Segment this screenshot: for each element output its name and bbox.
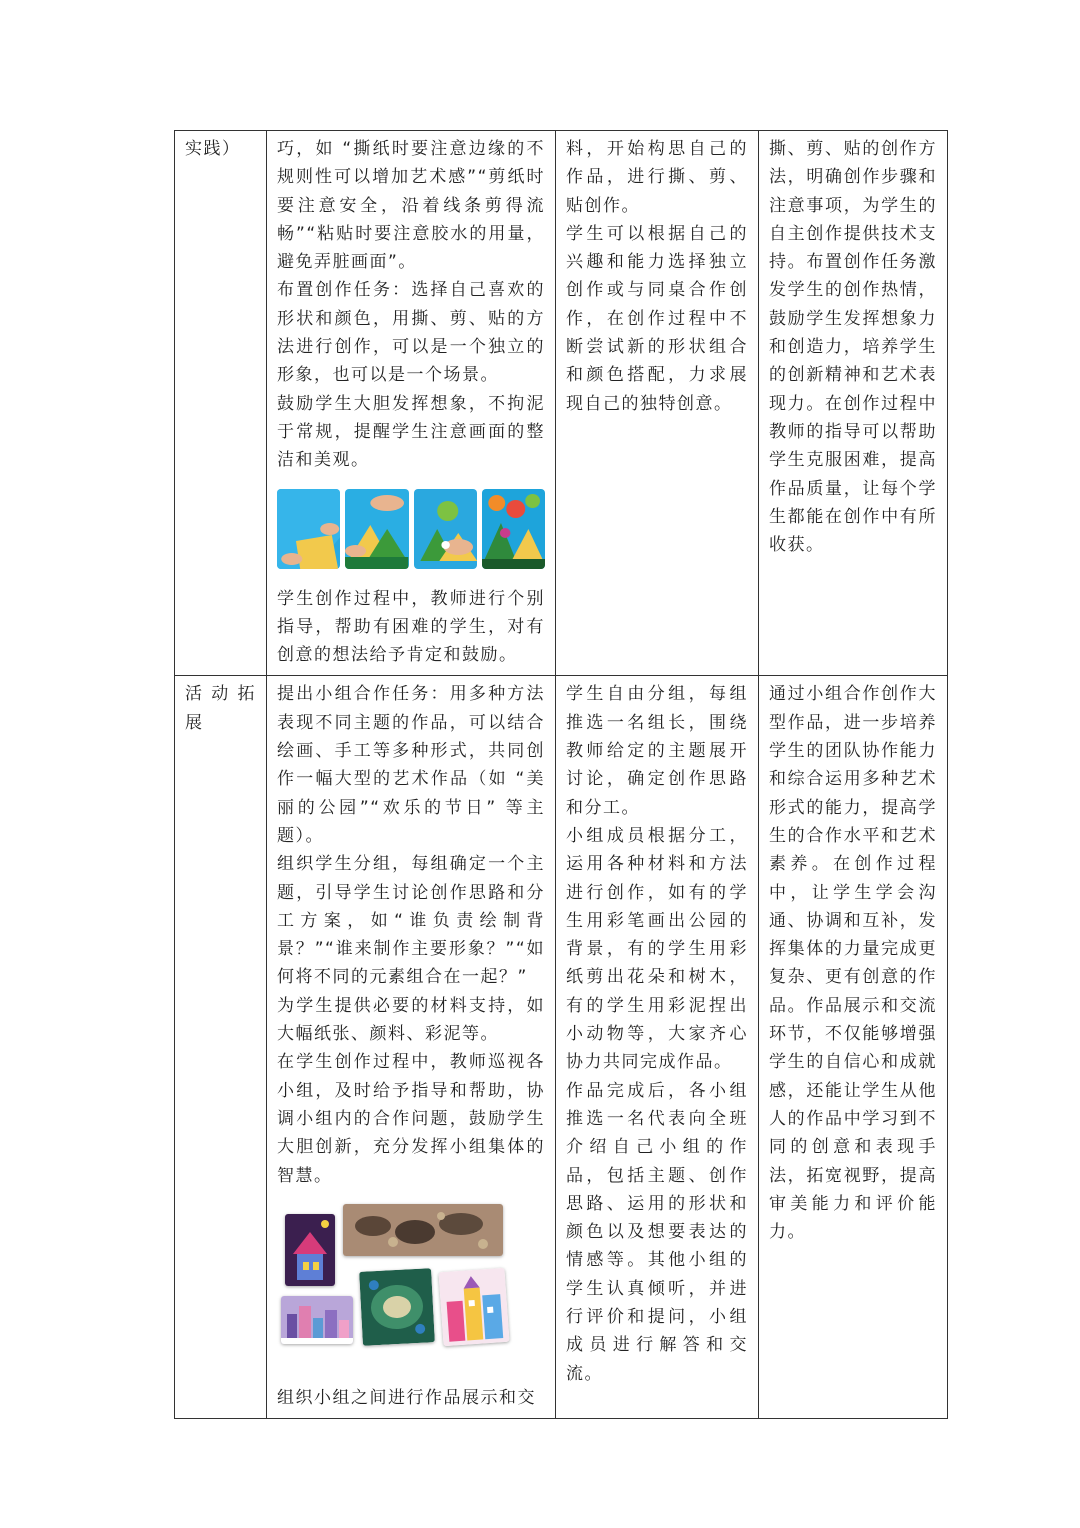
- teacher-paragraph: 鼓励学生大胆发挥想象，不拘泥于常规，提醒学生注意画面的整洁和美观。: [277, 393, 545, 471]
- stage-cell: [175, 131, 267, 676]
- student-artwork-gallery: [277, 1204, 545, 1374]
- student-activity-cell: [556, 676, 759, 1419]
- stage-label: 实践）: [185, 139, 241, 159]
- lesson-plan-table: [174, 130, 948, 1419]
- stage-label: 活动拓展: [185, 684, 256, 733]
- artwork-night-house: [285, 1214, 335, 1286]
- table-row: [175, 131, 948, 676]
- teacher-activity-cell: [267, 131, 556, 676]
- step-photo-shaping: [345, 489, 408, 569]
- table-row: [175, 676, 948, 1419]
- student-paragraph: 学生可以根据自己的兴趣和能力选择独立创作或与同桌合作创作，在创作过程中不断尝试新的形状组合和颜色搭配，力求展现自己的独特创意。: [566, 223, 748, 414]
- student-activity-cell: [556, 131, 759, 676]
- student-paragraph: 作品完成后，各小组推选一名代表向全班介绍自己小组的作品，包括主题、创作思路、运用的形状和颜色以及想要表达的情感等。其他小组的学生认真倾听，并进行评价和提问，小组成员进行解答和交流。: [566, 1080, 748, 1384]
- teacher-paragraph: 巧，如 “撕纸时要注意边缘的不规则性可以增加艺术感”“剪纸时要注意安全，沿着线条剪得流畅”“粘贴时要注意胶水的用量，避免弄脏画面”。: [277, 139, 545, 273]
- paper-collage-steps-image: [277, 489, 545, 569]
- step-photo-finished: [482, 489, 545, 569]
- artwork-mural: [343, 1204, 503, 1256]
- teacher-paragraph: 在学生创作过程中，教师巡视各小组，及时给予指导和帮助，协调小组内的合作问题，鼓励学生大胆创新，充分发挥小组集体的智慧。: [277, 1052, 545, 1186]
- design-purpose-cell: [759, 131, 948, 676]
- teacher-guidance-paragraph: 学生创作过程中，教师进行个别指导，帮助有困难的学生，对有创意的想法给予肯定和鼓励。: [277, 588, 545, 666]
- design-purpose-cell: [759, 676, 948, 1419]
- student-paragraph: 料，开始构思自己的作品，进行撕、剪、贴创作。: [566, 139, 748, 216]
- student-paragraph: 小组成员根据分工，运用各种材料和方法进行创作，如有的学生用彩笔画出公园的背景，有的学生用彩纸剪出花朵和树木，有的学生用彩泥捏出小动物等，大家齐心协力共同完成作品。: [566, 825, 748, 1073]
- step-photo-gluing: [414, 489, 477, 569]
- purpose-paragraph: 撕、剪、贴的创作方法，明确创作步骤和注意事项，为学生的自主创作提供技术支持。布置创作任务激发学生的创作热情，鼓励学生发挥想象力和创造力，培养学生的创新精神和艺术表现力。在创作过程中教师的指导可以帮助学生克服困难，提高作品质量，让每个学生都能在创作中有所收获。: [769, 139, 937, 556]
- artwork-colorful-houses: [438, 1268, 509, 1346]
- stage-cell: [175, 676, 267, 1419]
- artwork-peacock-pattern: [359, 1268, 435, 1346]
- teacher-paragraph: 布置创作任务：选择自己喜欢的形状和颜色，用撕、剪、贴的方法进行创作，可以是一个独立的形象，也可以是一个场景。: [277, 280, 545, 386]
- step-photo-tearing: [277, 489, 340, 569]
- teacher-paragraph: 提出小组合作任务：用多种方法表现不同主题的作品，可以结合绘画、手工等多种形式，共同创作一幅大型的艺术作品（如 “美丽的公园”“欢乐的节日” 等主题）。: [277, 684, 545, 846]
- teacher-paragraph: 组织学生分组，每组确定一个主题，引导学生讨论创作思路和分工方案，如“谁负责绘制背景？”“谁来制作主要形象？”“如何将不同的元素组合在一起？”: [277, 854, 545, 988]
- student-paragraph: 学生自由分组，每组推选一名组长，围绕教师给定的主题展开讨论，确定创作思路和分工。: [566, 684, 748, 818]
- teacher-paragraph: 为学生提供必要的材料支持，如大幅纸张、颜料、彩泥等。: [277, 995, 545, 1045]
- artwork-city-skyline: [281, 1296, 353, 1344]
- teacher-showcase-paragraph: 组织小组之间进行作品展示和交: [277, 1387, 536, 1408]
- purpose-paragraph: 通过小组合作创作大型作品，进一步培养学生的团队协作能力和综合运用多种艺术形式的能力，提高学生的合作水平和艺术素养。在创作过程中，让学生学会沟通、协调和互补，发挥集体的力量完成更复杂、更有创意的作品。作品展示和交流环节，不仅能够增强学生的自信心和成就感，还能让学生从他人的作品中学习到不同的创意和表现手法，拓宽视野，提高审美能力和评价能力。: [769, 684, 937, 1243]
- teacher-activity-cell: [267, 676, 556, 1419]
